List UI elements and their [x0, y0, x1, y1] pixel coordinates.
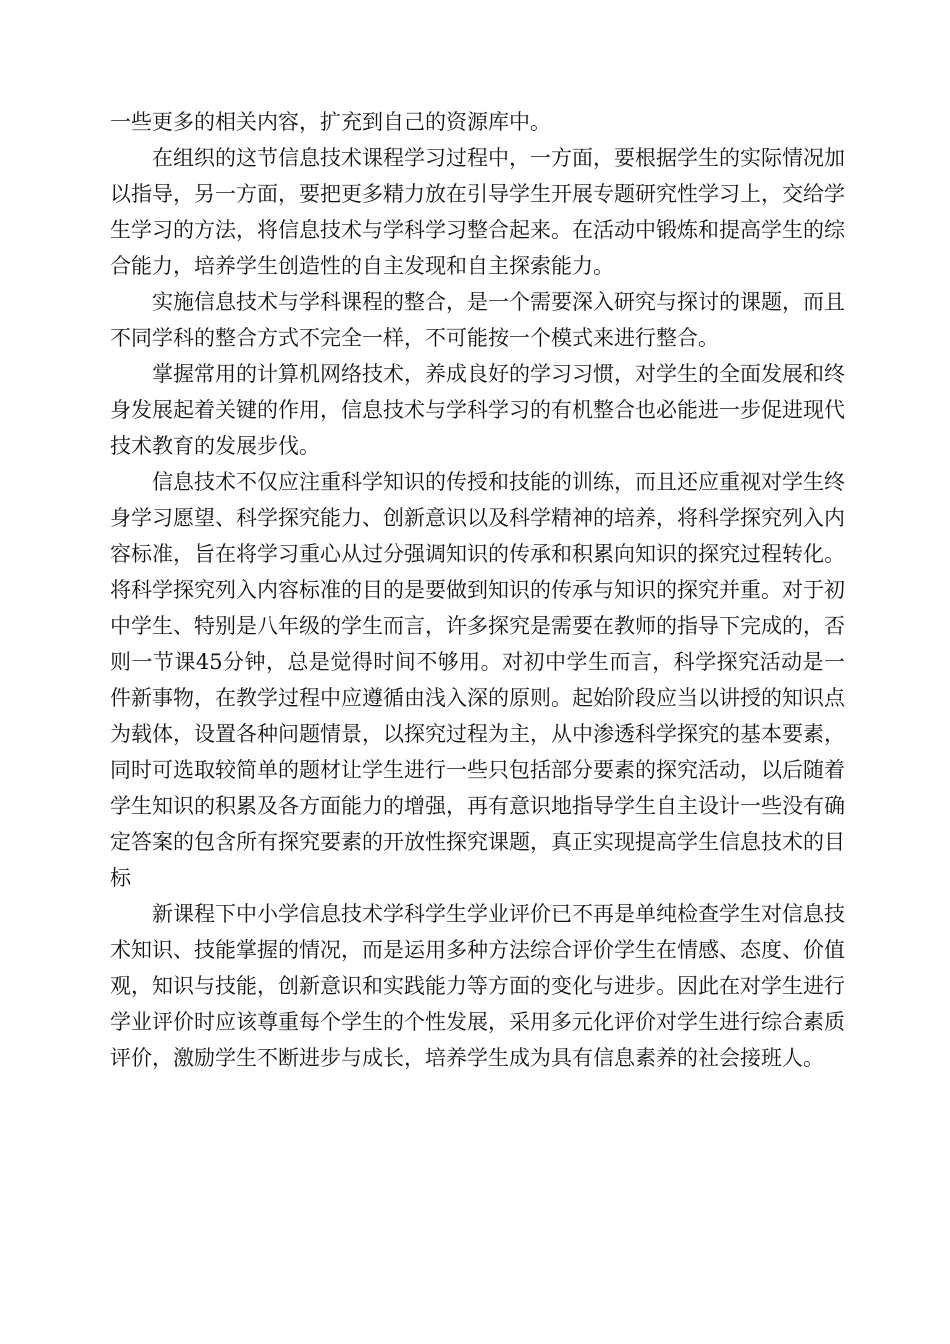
paragraph-subject-integration: 实施信息技术与学科课程的整合，是一个需要深入研究与探讨的课题，而且不同学科的整合方式不完全一样，不可能按一个模式来进行整合。	[110, 290, 845, 350]
paragraph-network-skills: 掌握常用的计算机网络技术，养成良好的学习习惯，对学生的全面发展和终身发展起着关键的作用，信息技术与学科学习的有机整合也必能进一步促进现代技术教育的发展步伐。	[110, 362, 845, 458]
paragraph-student-evaluation: 新课程下中小学信息技术学科学生学业评价已不再是单纯检查学生对信息技术知识、技能掌握的情况，而是运用多种方法综合评价学生在情感、态度、价值观，知识与技能，创新意识和实践能力等方面的变化与进步。因此在对学生进行学业评价时应该尊重每个学生的个性发展，采用多元化评价对学生进行综合素质评价，激励学生不断进步与成长，培养学生成为具有信息素养的社会接班人。	[110, 902, 845, 1070]
paragraph-continuation: 一些更多的相关内容，扩充到自己的资源库中。	[110, 110, 551, 134]
paragraph-course-guidance: 在组织的这节信息技术课程学习过程中，一方面，要根据学生的实际情况加以指导，另一方面，要把更多精力放在引导学生开展专题研究性学习上，交给学生学习的方法，将信息技术与学科学习整合起来。在活动中锻炼和提高学生的综合能力，培养学生创造性的自主发现和自主探索能力。	[110, 146, 845, 278]
document-body	[110, 104, 845, 1076]
paragraph-scientific-inquiry: 信息技术不仅应注重科学知识的传授和技能的训练，而且还应重视对学生终身学习愿望、科学探究能力、创新意识以及科学精神的培养，将科学探究列入内容标准，旨在将学习重心从过分强调知识的传承和积累向知识的探究过程转化。将科学探究列入内容标准的目的是要做到知识的传承与知识的探究并重。对于初中学生、特别是八年级的学生而言，许多探究是需要在教师的指导下完成的，否则一节课45分钟，总是觉得时间不够用。对初中学生而言，科学探究活动是一件新事物，在教学过程中应遵循由浅入深的原则。起始阶段应当以讲授的知识点为载体，设置各种问题情景，以探究过程为主，从中渗透科学探究的基本要素，同时可选取较简单的题材让学生进行一些只包括部分要素的探究活动，以后随着学生知识的积累及各方面能力的增强，再有意识地指导学生自主设计一些没有确定答案的包含所有探究要素的开放性探究课题，真正实现提高学生信息技术的目标	[110, 470, 845, 890]
